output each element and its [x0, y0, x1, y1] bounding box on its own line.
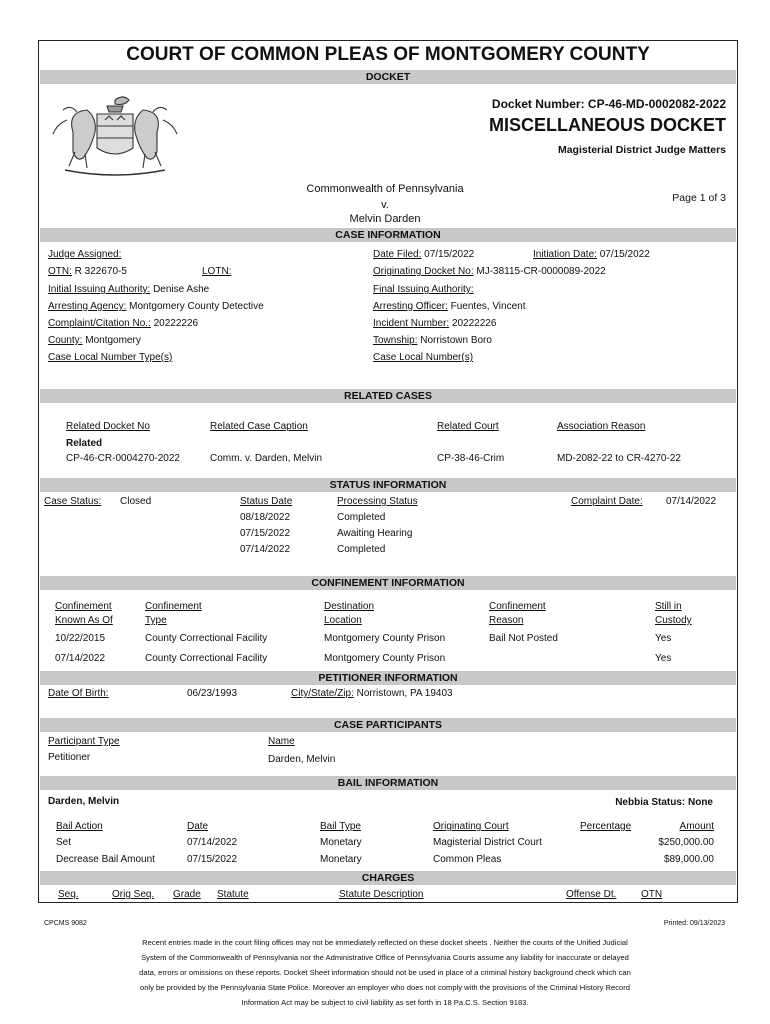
confinement-row-custody: Yes — [655, 653, 672, 664]
status-row-date: 08/18/2022 — [240, 512, 291, 523]
bail-row-type: Monetary — [320, 854, 362, 865]
date-filed-label: Date Filed: — [373, 249, 422, 260]
arresting-officer-label: Arresting Officer: — [373, 301, 448, 312]
confinement-row-location: Montgomery County Prison — [324, 653, 446, 664]
nebbia-status: Nebbia Status: None — [615, 797, 713, 808]
bail-header-action: Bail Action — [56, 821, 103, 832]
caption-versus: v. — [381, 199, 389, 211]
confinement-header-known-as-of: Confinement Known As Of — [55, 601, 113, 626]
final-issuing-authority-label: Final Issuing Authority: — [373, 284, 474, 295]
bail-header-type: Bail Type — [320, 821, 361, 832]
participant-type-header: Participant Type — [48, 736, 120, 747]
initial-issuing-authority-value: Denise Ashe — [153, 284, 210, 295]
bail-header-percentage: Percentage — [580, 821, 632, 832]
township-label: Township: — [373, 335, 418, 346]
originating-docket-value: MJ-38115-CR-0000089-2022 — [476, 266, 606, 277]
seal-icon — [45, 92, 185, 178]
status-row-date: 07/14/2022 — [240, 544, 291, 555]
status-row-status: Completed — [337, 544, 386, 555]
related-group-label: Related — [66, 438, 103, 449]
confinement-header-location: Destination Location — [324, 601, 375, 626]
originating-docket-label: Originating Docket No: — [373, 266, 474, 277]
court-title: COURT OF COMMON PLEAS OF MONTGOMERY COUNTY — [126, 44, 650, 65]
case-local-number-type-label: Case Local Number Type(s) — [48, 352, 173, 363]
confinement-header-reason: Confinement Reason — [489, 601, 546, 626]
participant-type-value: Petitioner — [48, 752, 91, 763]
confinement-row-custody: Yes — [655, 633, 672, 644]
initial-issuing-authority-label: Initial Issuing Authority: — [48, 284, 151, 295]
participant-name-value: Darden, Melvin — [268, 754, 336, 765]
confinement-row-type: County Correctional Facility — [145, 633, 268, 644]
page-indicator: Page 1 of 3 — [672, 192, 726, 204]
charges-header-otn: OTN — [641, 889, 663, 900]
bail-row-amount: $250,000.00 — [658, 837, 714, 848]
confinement-row-type: County Correctional Facility — [145, 653, 268, 664]
dob-value: 06/23/1993 — [187, 688, 238, 699]
related-reason-value: MD-2082-22 to CR-4270-22 — [557, 453, 681, 464]
bail-row-date: 07/15/2022 — [187, 854, 238, 865]
charges-header-description: Statute Description — [339, 889, 424, 900]
initiation-date-value: 07/15/2022 — [599, 249, 650, 260]
judge-assigned-label: Judge Assigned: — [48, 249, 122, 260]
status-information-bar: STATUS INFORMATION — [40, 478, 736, 492]
related-caption-value: Comm. v. Darden, Melvin — [210, 453, 323, 464]
bail-person: Darden, Melvin — [48, 796, 120, 807]
related-court-value: CP-38-46-Crim — [437, 453, 505, 464]
bail-header-amount: Amount — [679, 821, 714, 832]
bail-header-date: Date — [187, 821, 209, 832]
participant-name-header: Name — [268, 736, 295, 747]
form-number: CPCMS 9082 — [44, 920, 87, 927]
status-row-status: Awaiting Hearing — [337, 528, 413, 539]
confinement-header-type: Confinement Type — [145, 601, 202, 626]
docket-type: MISCELLANEOUS DOCKET — [488, 115, 726, 135]
case-participants-bar: CASE PARTICIPANTS — [40, 718, 736, 732]
petitioner-information-bar: PETITIONER INFORMATION — [40, 671, 736, 685]
printed-date: Printed: 09/13/2023 — [663, 920, 725, 927]
arresting-agency-value: Montgomery County Detective — [129, 301, 264, 312]
bail-row-court: Common Pleas — [433, 854, 502, 865]
city-state-zip-label: City/State/Zip: — [291, 688, 354, 699]
bail-row-action: Decrease Bail Amount — [56, 854, 155, 865]
charges-header-grade: Grade — [173, 889, 201, 900]
bail-row-court: Magisterial District Court — [433, 837, 542, 848]
docket-bar: DOCKET — [40, 70, 736, 84]
county-label: County: — [48, 335, 83, 346]
status-row-status: Completed — [337, 512, 386, 523]
complaint-citation-value: 20222226 — [153, 318, 199, 329]
caption-commonwealth: Commonwealth of Pennsylvania — [306, 183, 464, 195]
charges-header-offense-date: Offense Dt. — [566, 889, 617, 900]
related-header-reason: Association Reason — [557, 421, 646, 432]
case-information-bar: CASE INFORMATION — [40, 228, 736, 242]
docket-subtype: Magisterial District Judge Matters — [557, 144, 726, 156]
confinement-row-date: 10/22/2015 — [55, 633, 106, 644]
confinement-header-custody: Still in Custody — [655, 601, 692, 626]
bail-row-amount: $89,000.00 — [663, 854, 714, 865]
bail-row-type: Monetary — [320, 837, 362, 848]
status-date-header: Status Date — [240, 496, 293, 507]
bail-row-date: 07/14/2022 — [187, 837, 238, 848]
case-status-value: Closed — [120, 496, 152, 507]
initiation-date-label: Initiation Date: — [533, 249, 597, 260]
related-header-docket: Related Docket No — [66, 421, 150, 432]
related-docket-value: CP-46-CR-0004270-2022 — [66, 453, 180, 464]
status-row-date: 07/15/2022 — [240, 528, 291, 539]
bail-row-action: Set — [56, 837, 72, 848]
confinement-row-date: 07/14/2022 — [55, 653, 106, 664]
related-header-court: Related Court — [437, 421, 499, 432]
dob-label: Date Of Birth: — [48, 688, 109, 699]
bail-information-bar: BAIL INFORMATION — [40, 776, 736, 790]
lotn-label: LOTN: — [202, 266, 232, 277]
date-filed-value: 07/15/2022 — [424, 249, 475, 260]
case-status-label: Case Status: — [44, 496, 102, 507]
confinement-row-location: Montgomery County Prison — [324, 633, 446, 644]
arresting-agency-label: Arresting Agency: — [48, 301, 127, 312]
case-local-numbers-label: Case Local Number(s) — [373, 352, 474, 363]
county-value: Montgomery — [85, 335, 141, 346]
arresting-officer-value: Fuentes, Vincent — [450, 301, 526, 312]
confinement-information-bar: CONFINEMENT INFORMATION — [40, 576, 736, 590]
otn-label: OTN: — [48, 266, 72, 277]
city-state-zip-value: Norristown, PA 19403 — [356, 688, 453, 699]
bail-header-court: Originating Court — [433, 821, 509, 832]
caption-defendant: Melvin Darden — [349, 213, 421, 225]
otn-value: R 322670-5 — [74, 266, 127, 277]
charges-header-statute: Statute — [217, 889, 249, 900]
docket-number: Docket Number: CP-46-MD-0002082-2022 — [491, 97, 726, 111]
complaint-citation-label: Complaint/Citation No.: — [48, 318, 151, 329]
complaint-date-value: 07/14/2022 — [666, 496, 717, 507]
processing-status-header: Processing Status — [337, 496, 418, 507]
confinement-row-reason: Bail Not Posted — [489, 633, 558, 644]
township-value: Norristown Boro — [420, 335, 492, 346]
complaint-date-label: Complaint Date: — [571, 496, 643, 507]
charges-header-seq: Seq. — [58, 889, 79, 900]
disclaimer: Recent entries made in the court filing offices may not be immediately reflected on these docket sheets . Neither the courts of the Unified Judicial System of the Commonwealth of Pennsylvania nor the Administrative Office of Pennsylvania Courts assume any liability for inaccurate or delayed data, errors or omissions on these reports. Docket Sheet information should not be used in place of a criminal history background check which can only be provided by the Pennsylvania State Police. Moreover an employer who does not comply with the provisions of the Criminal History Record Information Act may be subject to civil liability as set forth in 18 Pa.C.S. Section 9183. — [139, 938, 631, 1007]
incident-number-label: Incident Number: — [373, 318, 450, 329]
related-header-caption: Related Case Caption — [210, 421, 308, 432]
charges-bar: CHARGES — [40, 871, 736, 885]
incident-number-value: 20222226 — [451, 318, 497, 329]
charges-header-orig-seq: Orig Seq. — [112, 889, 155, 900]
related-cases-bar: RELATED CASES — [40, 389, 736, 403]
